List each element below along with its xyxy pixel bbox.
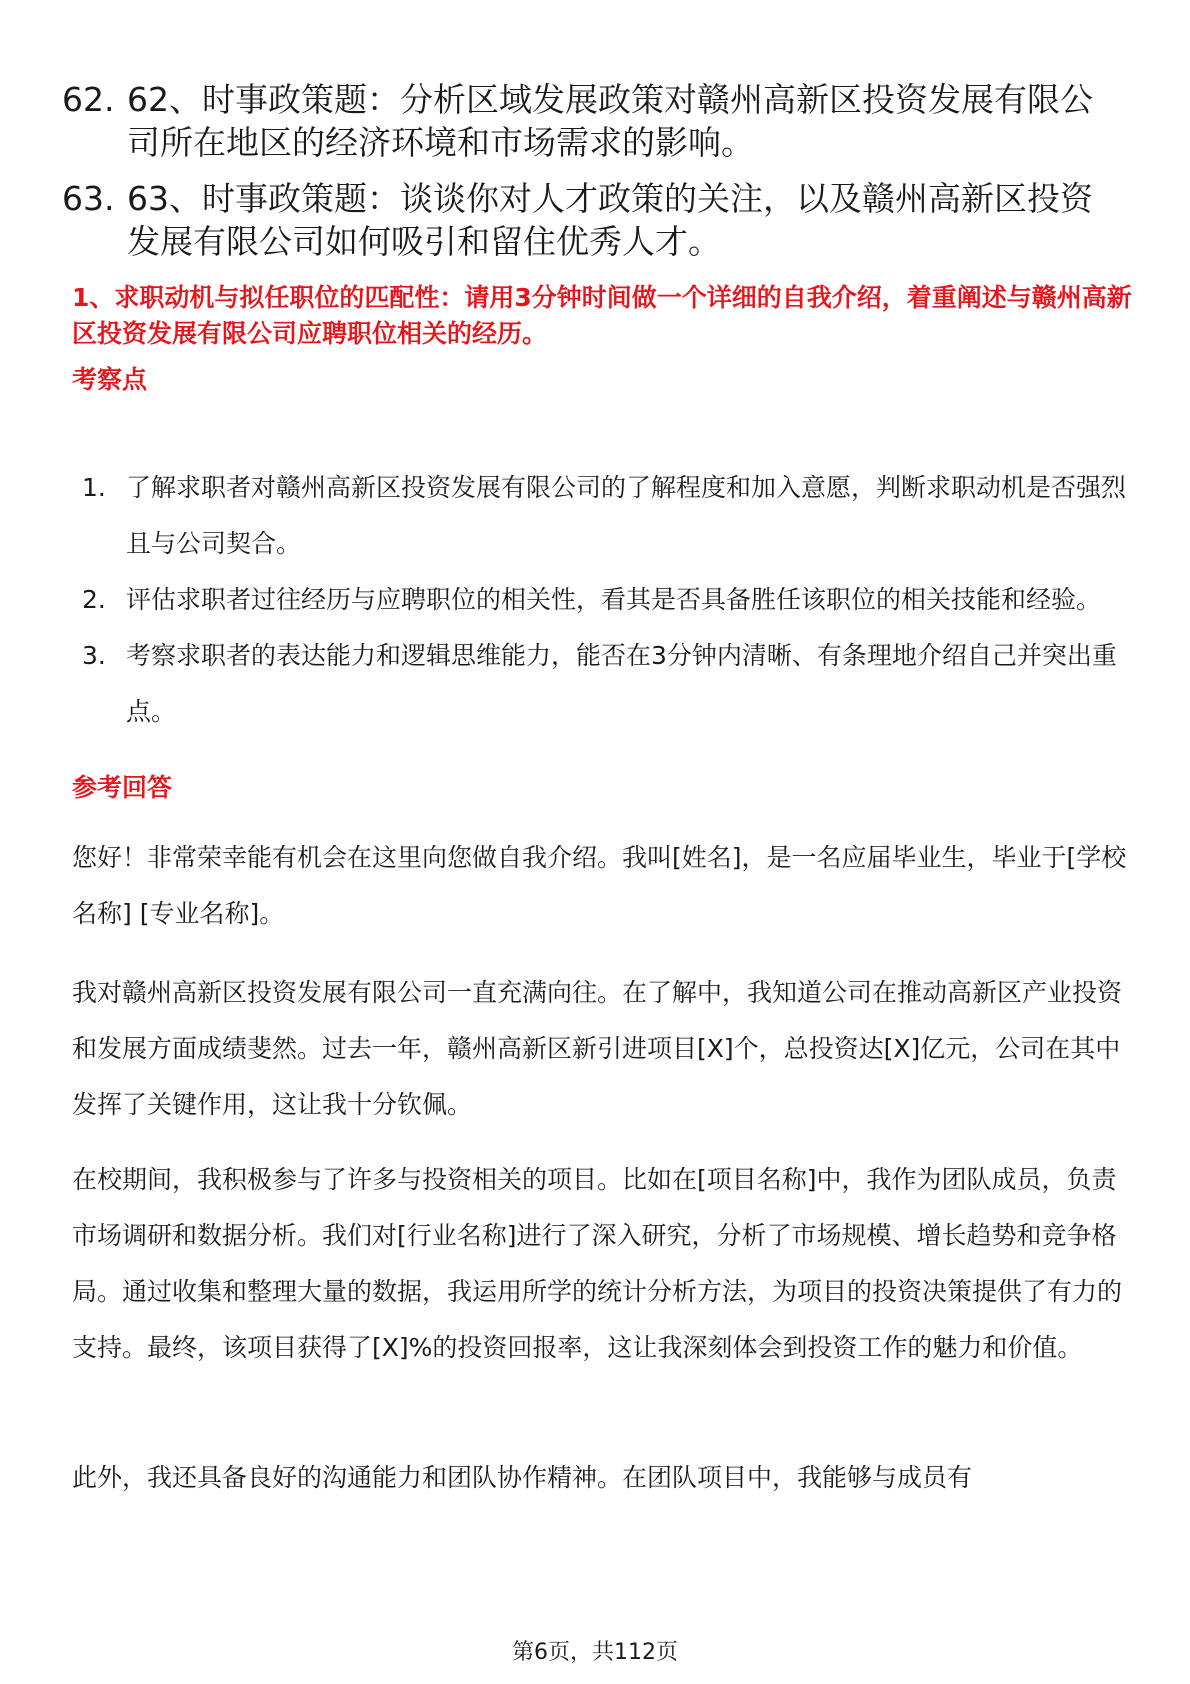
question-list	[62, 78, 1122, 276]
answer-paragraph: 此外，我还具备良好的沟通能力和团队协作精神。在团队项目中，我能够与成员有	[72, 1463, 973, 1492]
answer-paragraph: 我对赣州高新区投资发展有限公司一直充满向往。在了解中，我知道公司在推动高新区产业投资和发展方面成绩斐然。过去一年，赣州高新区新引进项目[X]个，总投资达[X]亿元，公司在其中发挥了关键作用，这让我十分钦佩。	[72, 978, 1123, 1119]
point-text: 了解求职者对赣州高新区投资发展有限公司的了解程度和加入意愿，判断求职动机是否强烈且与公司契合。	[126, 473, 1127, 558]
answer-paragraph: 您好！非常荣幸能有机会在这里向您做自我介绍。我叫[姓名]，是一名应届毕业生，毕业于[学校名称] [专业名称]。	[72, 843, 1127, 928]
point-number: 3.	[82, 641, 106, 670]
assessment-point	[82, 460, 1132, 572]
section-title: 1、求职动机与拟任职位的匹配性：请用3分钟时间做一个详细的自我介绍，着重阐述与赣州高新区投资发展有限公司应聘职位相关的经历。	[72, 283, 1132, 348]
question-text: 63、时事政策题：谈谈你对人才政策的关注，以及赣州高新区投资发展有限公司如何吸引和留住优秀人才。	[127, 179, 1093, 261]
question-number: 63.	[62, 179, 115, 218]
question-item	[62, 177, 1122, 263]
point-text: 评估求职者过往经历与应聘职位的相关性，看其是否具备胜任该职位的相关技能和经验。	[126, 585, 1102, 614]
page-footer: 第6页，共112页	[512, 1640, 678, 1665]
assessment-point	[82, 572, 1132, 628]
question-item	[62, 78, 1122, 164]
answer-heading: 参考回答	[72, 773, 173, 802]
assessment-point	[82, 628, 1132, 740]
points-heading: 考察点	[72, 365, 148, 394]
question-text: 62、时事政策题：分析区域发展政策对赣州高新区投资发展有限公司所在地区的经济环境和市场需求的影响。	[127, 80, 1093, 162]
answer-paragraph: 在校期间，我积极参与了许多与投资相关的项目。比如在[项目名称]中，我作为团队成员，负责市场调研和数据分析。我们对[行业名称]进行了深入研究，分析了市场规模、增长趋势和竞争格局。通过收集和整理大量的数据，我运用所学的统计分析方法，为项目的投资决策提供了有力的支持。最终，该项目获得了[X]%的投资回报率，这让我深刻体会到投资工作的魅力和价值。	[72, 1165, 1123, 1362]
point-text: 考察求职者的表达能力和逻辑思维能力，能否在3分钟内清晰、有条理地介绍自己并突出重点。	[126, 641, 1117, 726]
point-number: 1.	[82, 473, 106, 502]
question-number: 62.	[62, 80, 115, 119]
assessment-points-list	[82, 460, 1132, 740]
point-number: 2.	[82, 585, 106, 614]
